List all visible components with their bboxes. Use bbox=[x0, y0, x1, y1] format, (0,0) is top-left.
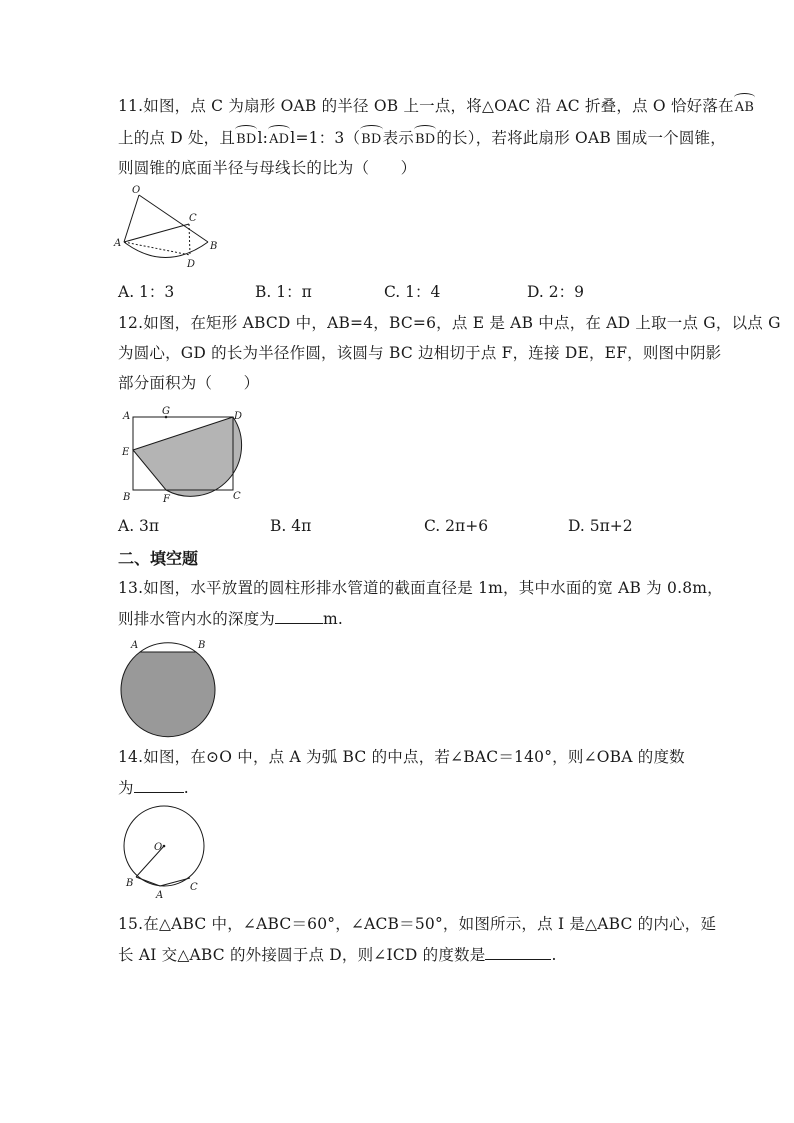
q13-line-1: 13.如图，水平放置的圆柱形排水管道的截面直径是 1m，其中水面的宽 AB 为 0.8m， bbox=[118, 579, 723, 597]
q15-answer-blank[interactable] bbox=[485, 945, 551, 960]
q11-line-1: 11.如图，点 C 为扇形 OAB 的半径 OB 上一点，将△OAC 沿 AC 折叠，点 O 恰好落在AB bbox=[118, 96, 755, 118]
q11-option-c[interactable]: C. 1：4 bbox=[384, 283, 441, 301]
q12-label-g: G bbox=[162, 406, 170, 417]
q13-label-a: A bbox=[131, 640, 139, 651]
q14-line-1: 14.如图，在⊙O 中，点 A 为弧 BC 的中点，若∠BAC＝140°，则∠OBA 的度数 bbox=[118, 748, 685, 766]
q12-figure bbox=[118, 403, 248, 508]
section-title: 二、填空题 bbox=[118, 549, 199, 568]
q12-option-c[interactable]: C. 2π+6 bbox=[424, 517, 489, 535]
q14-chord-ba bbox=[136, 877, 160, 886]
q14-line-2: 为 . bbox=[118, 779, 189, 797]
q15-line-1: 15.在△ABC 中，∠ABC＝60°，∠ACB＝50°，如图所示，点 I 是△ABC 的内心，延 bbox=[118, 915, 717, 933]
q12-shaded-region bbox=[133, 417, 242, 496]
q11-label-b: B bbox=[210, 241, 218, 252]
q13-empty-arc bbox=[140, 643, 196, 652]
arc-ab: AB bbox=[734, 98, 755, 118]
q12-label-f: F bbox=[163, 494, 170, 505]
q11-label-o: O bbox=[132, 185, 141, 196]
arc-bd-2: BD bbox=[360, 130, 382, 150]
q13-answer-blank[interactable] bbox=[275, 609, 323, 624]
q12-label-b: B bbox=[123, 492, 131, 503]
q12-line-2: 为圆心，GD 的长为半径作圆，该圆与 BC 边相切于点 F，连接 DE，EF，则图中阴影 bbox=[118, 344, 722, 362]
q12-label-d: D bbox=[234, 411, 243, 422]
q11-line-2: 上的点 D 处，且BDl:ADl=1：3（BD表示BD的长），若将此扇形 OAB 围成一个圆锥， bbox=[118, 128, 726, 150]
q12-label-e: E bbox=[122, 447, 130, 458]
q11-option-b[interactable]: B. 1：π bbox=[255, 283, 312, 301]
q12-line-3: 部分面积为（ ） bbox=[118, 374, 260, 392]
q11-label-a: A bbox=[114, 238, 122, 249]
arc-bd: BD bbox=[235, 130, 257, 150]
q14-label-o: O bbox=[154, 842, 163, 853]
q11-label-c: C bbox=[189, 213, 197, 224]
q14-answer-blank[interactable] bbox=[134, 778, 184, 793]
q14-label-a: A bbox=[156, 890, 164, 901]
q12-option-a[interactable]: A. 3π bbox=[118, 517, 160, 535]
q13-line-2: 则排水管内水的深度为 m. bbox=[118, 610, 344, 628]
q14-figure bbox=[118, 808, 214, 904]
q11-figure bbox=[110, 183, 230, 273]
q14-label-b: B bbox=[126, 878, 134, 889]
q12-label-c: C bbox=[233, 491, 241, 502]
q11-line-3: 则圆锥的底面半径与母线长的比为（ ） bbox=[118, 159, 417, 177]
q11-option-a[interactable]: A. 1：3 bbox=[118, 283, 175, 301]
q11-radius-oa bbox=[124, 195, 139, 242]
q11-line-cd-dashed bbox=[189, 224, 190, 255]
q13-figure bbox=[118, 636, 224, 738]
q12-line-1: 12.如图，在矩形 ABCD 中，AB=4，BC=6，点 E 是 AB 中点，在 AD 上取一点 G，以点 G bbox=[118, 314, 781, 332]
arc-bd-3: BD bbox=[414, 130, 436, 150]
q12-option-b[interactable]: B. 4π bbox=[270, 517, 312, 535]
arc-ad: AD bbox=[268, 130, 290, 150]
q13-label-b: B bbox=[198, 640, 206, 651]
q14-label-c: C bbox=[190, 882, 198, 893]
q11-option-d[interactable]: D. 2：9 bbox=[527, 283, 584, 301]
q15-line-2: 长 AI 交△ABC 的外接圆于点 D，则∠ICD 的度数是 . bbox=[118, 946, 557, 964]
q12-label-a: A bbox=[123, 411, 131, 422]
q13-water-region bbox=[121, 652, 215, 737]
q11-line-ac bbox=[124, 224, 189, 242]
q12-option-d[interactable]: D. 5π+2 bbox=[568, 517, 633, 535]
q11-label-d: D bbox=[187, 259, 196, 270]
